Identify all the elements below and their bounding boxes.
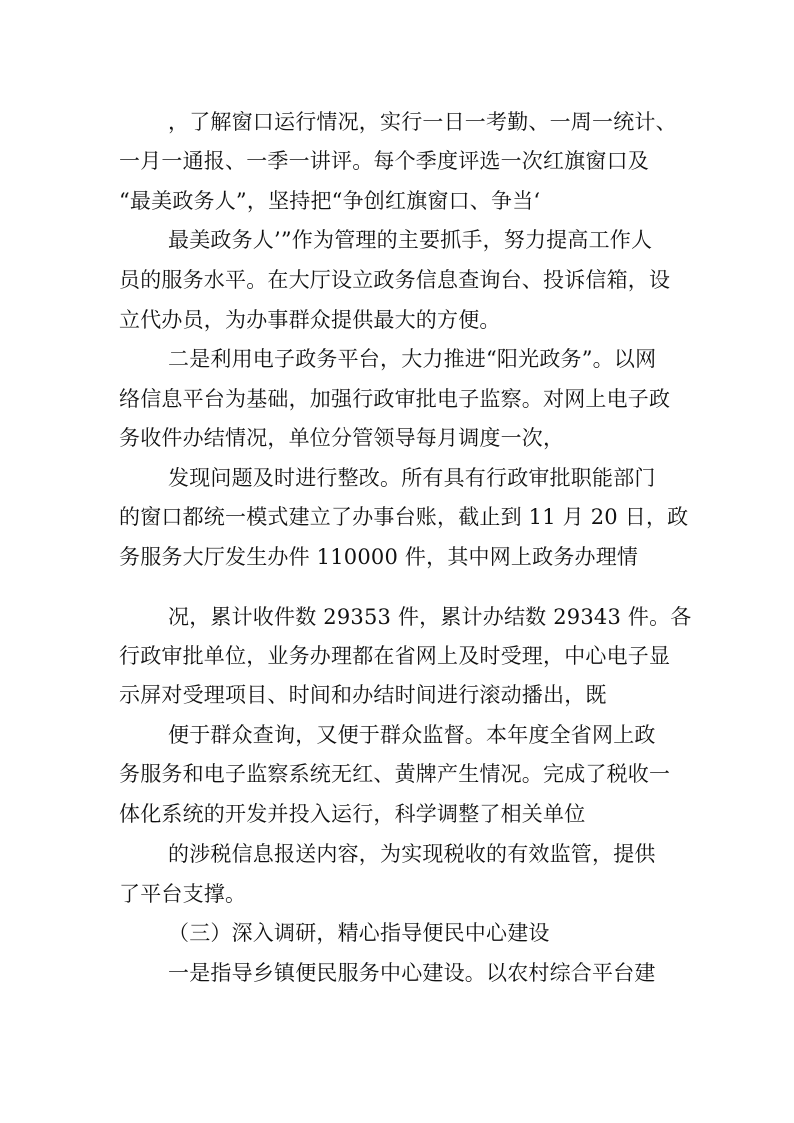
text-line: 体化系统的开发并投入运行，科学调整了相关单位: [119, 802, 586, 826]
text-line: 发现问题及时进行整改。所有具有行政审批职能部门: [168, 466, 656, 490]
text-line: 务服务大厅发生办件 110000 件，其中网上政务办理情: [119, 545, 639, 569]
text-line: 的窗口都统一模式建立了办事台账，截止到 11 月 20 日，政: [119, 505, 689, 529]
text-line: 示屏对受理项目、时间和办结时间进行滚动播出，既: [119, 683, 607, 707]
text-line: 员的服务水平。在大厅设立政务信息查询台、投诉信箱，设: [119, 268, 671, 292]
text-line: 了平台支撑。: [119, 882, 247, 906]
text-line: 最美政务人’”作为管理的主要抓手，努力提高工作人: [168, 228, 653, 252]
text-line: 务收件办结情况，单位分管领导每月调度一次，: [119, 426, 565, 450]
text-line: 的涉税信息报送内容，为实现税收的有效监管，提供: [168, 842, 656, 866]
text-line: 行政审批单位，业务办理都在省网上及时受理，中心电子显: [119, 644, 671, 668]
section-heading: （三）深入调研，精心指导便民中心建设: [168, 921, 550, 945]
text-line: “最美政务人”，坚持把“争创红旗窗口、争当‘: [119, 189, 541, 213]
text-line: 务服务和电子监察系统无红、黄牌产生情况。完成了税收一: [119, 762, 671, 786]
text-line: 便于群众查询，又便于群众监督。本年度全省网上政: [168, 723, 656, 747]
text-line: 况，累计收件数 29353 件，累计办结数 29343 件。各: [168, 605, 692, 629]
text-line: 络信息平台为基础，加强行政审批电子监察。对网上电子政: [119, 387, 671, 411]
text-line: 一月一通报、一季一讲评。每个季度评选一次红旗窗口及: [119, 149, 649, 173]
text-line: ，了解窗口运行情况，实行一日一考勤、一周一统计、: [168, 110, 677, 134]
text-line: 立代办员，为办事群众提供最大的方便。: [119, 308, 501, 332]
text-line: 二是利用电子政务平台，大力推进“阳光政务”。以网: [168, 347, 657, 371]
text-line: 一是指导乡镇便民服务中心建设。以农村综合平台建: [168, 961, 656, 985]
